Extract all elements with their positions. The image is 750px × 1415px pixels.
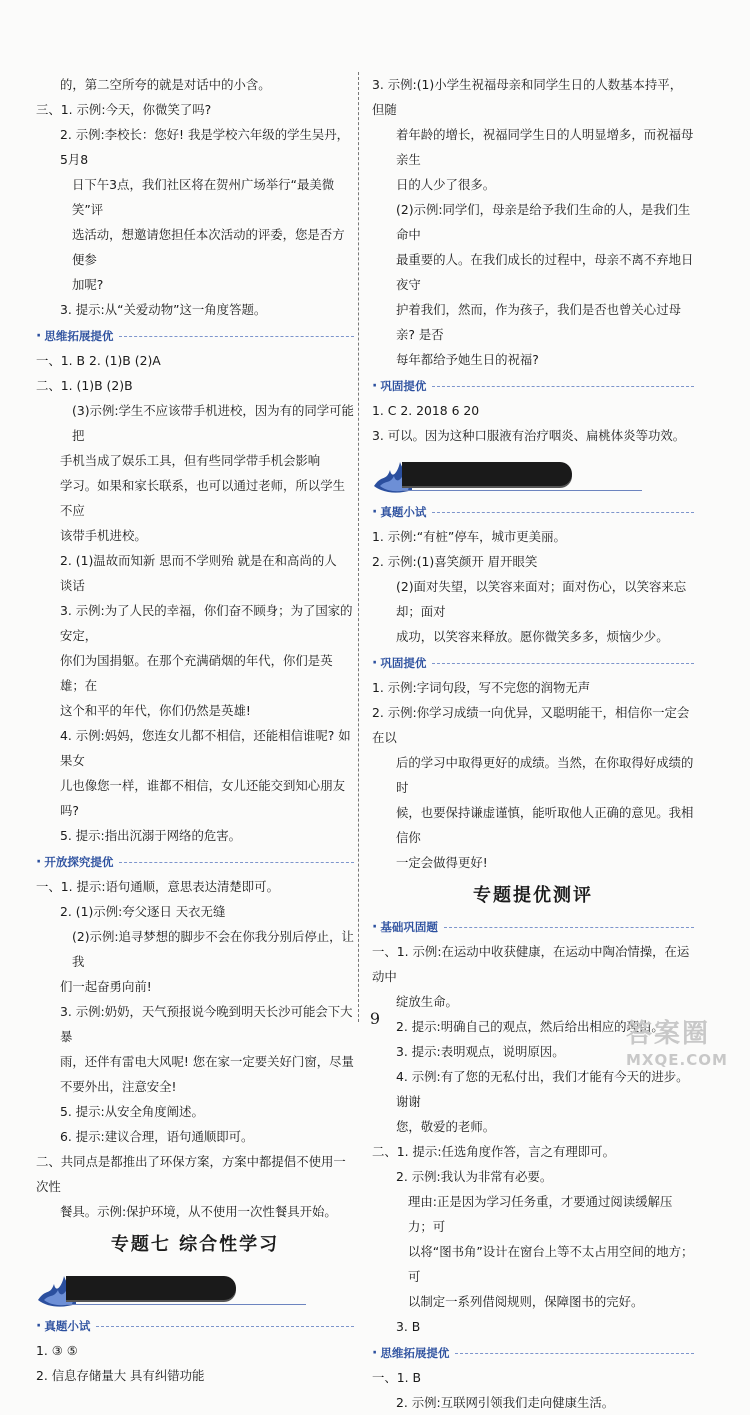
section-heading: [36, 326, 354, 346]
banner-underline: [402, 490, 642, 491]
text-line: 2. 示例:互联网引领我们走向健康生活。: [396, 1395, 615, 1410]
text-line: 们一起奋勇向前!: [60, 979, 152, 994]
bullet-icon: ·: [372, 655, 378, 671]
text-line: 2. 示例:我认为非常有必要。: [396, 1169, 553, 1184]
bullet-icon: ·: [372, 1345, 378, 1361]
text-line: 3. 提示:从“关爱动物”这一角度答题。: [60, 302, 267, 317]
dashed-rule: [432, 386, 694, 387]
text-line: (2)示例:追寻梦想的脚步不会在你我分别后停止，让我: [72, 929, 354, 969]
text-line: 不要外出，注意安全!: [60, 1079, 177, 1094]
section-banner: [372, 454, 694, 498]
text-line: 3. 可以。因为这种口服液有治疗咽炎、扁桃体炎等功效。: [372, 428, 686, 443]
text-line: 2. 示例:你学习成绩一向优异，又聪明能干，相信你一定会在以: [372, 705, 690, 745]
text-line: 这个和平的年代，你们仍然是英雄!: [60, 703, 251, 718]
text-line: 4. 示例:妈妈，您连女儿都不相信，还能相信谁呢? 如果女: [60, 728, 351, 768]
banner-bar: [402, 462, 572, 486]
text-line: 4. 示例:有了您的无私付出，我们才能有今天的进步。谢谢: [396, 1069, 689, 1109]
text-line: 5. 提示:从安全角度阐述。: [60, 1104, 204, 1119]
text-line: (3)示例:学生不应该带手机进校，因为有的同学可能把: [72, 403, 354, 443]
text-line: 护着我们，然而，作为孩子，我们是否也曾关心过母亲? 是否: [396, 302, 681, 342]
text-line: 理由:正是因为学习任务重，才要通过阅读缓解压力；可: [408, 1194, 673, 1234]
section-heading-label: 真题小试: [380, 505, 427, 519]
section-title: 专题提优测评: [473, 885, 593, 906]
text-line: 以制定一系列借阅规则，保障图书的完好。: [408, 1294, 644, 1309]
text-line: 1. C 2. 2018 6 20: [372, 403, 480, 418]
text-line: 一定会做得更好!: [396, 855, 488, 870]
column-divider: [358, 72, 359, 1022]
text-line: 1. 示例:“有桩”停车，城市更美丽。: [372, 529, 566, 544]
text-line: 着年龄的增长，祝福同学生日的人明显增多，而祝福母亲生: [396, 127, 694, 167]
text-line: 二、1. (1)B (2)B: [36, 378, 133, 393]
section-heading: [372, 376, 694, 396]
watermark-line2: MXQE.COM: [626, 1051, 728, 1069]
right-column: [372, 72, 694, 1415]
text-line: 该带手机进校。: [60, 528, 147, 543]
banner-bar: [66, 1276, 236, 1300]
bullet-icon: ·: [36, 328, 42, 344]
text-line: 2. 提示:明确自己的观点，然后给出相应的理由。: [396, 1019, 664, 1034]
bullet-icon: ·: [372, 919, 378, 935]
section-heading-label: 巩固提优: [380, 656, 427, 670]
text-line: 学习。如果和家长联系，也可以通过老师，所以学生不应: [60, 478, 345, 518]
text-line: 3. B: [396, 1319, 421, 1334]
section-heading: [372, 653, 694, 673]
text-line: 的，第二空所夸的就是对话中的小含。: [60, 77, 271, 92]
section-heading-label: 基础巩固题: [380, 920, 438, 934]
text-line: 候，也要保持谦虚谨慎，能听取他人正确的意见。我相信你: [396, 805, 694, 845]
text-line: 日下午3点，我们社区将在贺州广场举行“最美微笑”评: [72, 177, 335, 217]
chapter-title: 专题七 综合性学习: [110, 1234, 280, 1255]
text-line: 雨，还伴有雷电大风呢! 您在家一定要关好门窗，尽量: [60, 1054, 354, 1069]
bullet-icon: ·: [36, 1318, 42, 1334]
text-line: 2. 示例:李校长：您好! 我是学校六年级的学生吴丹，5月8: [60, 127, 350, 167]
text-line: (2)示例:同学们，母亲是给予我们生命的人，是我们生命中: [396, 202, 691, 242]
text-line: 1. ③ ⑤: [36, 1343, 78, 1358]
text-line: 你们为国捐躯。在那个充满硝烟的年代，你们是英雄；在: [60, 653, 333, 693]
text-line: 成功，以笑容来释放。愿你微笑多多，烦恼少少。: [396, 629, 669, 644]
section-heading-label: 思维拓展提优: [380, 1346, 450, 1360]
dashed-rule: [432, 663, 694, 664]
dashed-rule: [96, 1326, 354, 1327]
text-line: 一、1. 示例:在运动中收获健康，在运动中陶冶情操，在运动中: [372, 944, 690, 984]
text-line: 二、共同点是都推出了环保方案，方案中都提倡不使用一次性: [36, 1154, 346, 1194]
text-line: 1. 示例:字词句段，写不完您的润物无声: [372, 680, 591, 695]
text-line: 选活动，想邀请您担任本次活动的评委，您是否方便参: [72, 227, 345, 267]
dashed-rule: [455, 1353, 694, 1354]
section-heading-label: 思维拓展提优: [44, 329, 114, 343]
dashed-rule: [444, 927, 694, 928]
text-line: 3. 示例:(1)小学生祝福母亲和同学生日的人数基本持平，但随: [372, 77, 683, 117]
section-heading-label: 真题小试: [44, 1319, 91, 1333]
text-line: 餐具。示例:保护环境，从不使用一次性餐具开始。: [60, 1204, 337, 1219]
bullet-icon: ·: [36, 854, 42, 870]
dashed-rule: [432, 512, 694, 513]
text-line: 3. 提示:表明观点，说明原因。: [396, 1044, 565, 1059]
text-line: 最重要的人。在我们成长的过程中，母亲不离不弃地日夜守: [396, 252, 694, 292]
section-heading: [372, 502, 694, 522]
text-line: 3. 示例:奶奶，天气预报说今晚到明天长沙可能会下大暴: [60, 1004, 353, 1044]
banner-underline: [66, 1304, 306, 1305]
section-heading: [372, 1343, 694, 1363]
page-number: 9: [369, 1009, 381, 1028]
watermark-logo: [626, 1018, 744, 1078]
text-line: 2. (1)示例:夸父逐日 天衣无缝: [60, 904, 226, 919]
dashed-rule: [119, 862, 354, 863]
text-line: 加呢?: [72, 277, 104, 292]
dashed-rule: [119, 336, 354, 337]
section-banner: [36, 1268, 354, 1312]
text-line: 您，敬爱的老师。: [396, 1119, 496, 1134]
section-heading-label: 巩固提优: [380, 379, 427, 393]
text-line: 后的学习中取得更好的成绩。当然，在你取得好成绩的时: [396, 755, 694, 795]
section-heading: [372, 917, 694, 937]
text-line: 一、1. 提示:语句通顺，意思表达清楚即可。: [36, 879, 279, 894]
section-heading: [36, 852, 354, 872]
text-line: 3. 示例:为了人民的幸福，你们奋不顾身；为了国家的安定，: [60, 603, 353, 643]
text-line: 以将“图书角”设计在窗台上等不太占用空间的地方；可: [408, 1244, 694, 1284]
watermark-line1: 答案圈: [626, 1019, 711, 1049]
text-line: 2. 示例:(1)喜笑颜开 眉开眼笑: [372, 554, 538, 569]
text-line: 一、1. B 2. (1)B (2)A: [36, 353, 161, 368]
text-line: 5. 提示:指出沉溺于网络的危害。: [60, 828, 242, 843]
text-line: 谈话: [60, 578, 85, 593]
text-line: 手机当成了娱乐工具，但有些同学带手机会影响: [60, 453, 321, 468]
text-line: 2. (1)温故而知新 思而不学则殆 就是在和高尚的人: [60, 553, 337, 568]
text-line: (2)面对失望，以笑容来面对；面对伤心，以笑容来忘却；面对: [396, 579, 687, 619]
text-line: 绽放生命。: [396, 994, 458, 1009]
text-line: 一、1. B: [372, 1370, 422, 1385]
bullet-icon: ·: [372, 504, 378, 520]
text-line: 儿也像您一样，谁都不相信，女儿还能交到知心朋友吗?: [60, 778, 345, 818]
text-line: 2. 信息存储量大 具有纠错功能: [36, 1368, 205, 1383]
bullet-icon: ·: [372, 378, 378, 394]
text-line: 每年都给予她生日的祝福?: [396, 352, 539, 367]
text-line: 二、1. 提示:任选角度作答，言之有理即可。: [372, 1144, 615, 1159]
text-line: 6. 提示:建议合理，语句通顺即可。: [60, 1129, 254, 1144]
text-line: 日的人少了很多。: [396, 177, 496, 192]
section-heading: [36, 1316, 354, 1336]
left-column: [36, 72, 354, 1388]
section-heading-label: 开放探究提优: [44, 855, 114, 869]
text-line: 三、1. 示例:今天，你微笑了吗?: [36, 102, 212, 117]
